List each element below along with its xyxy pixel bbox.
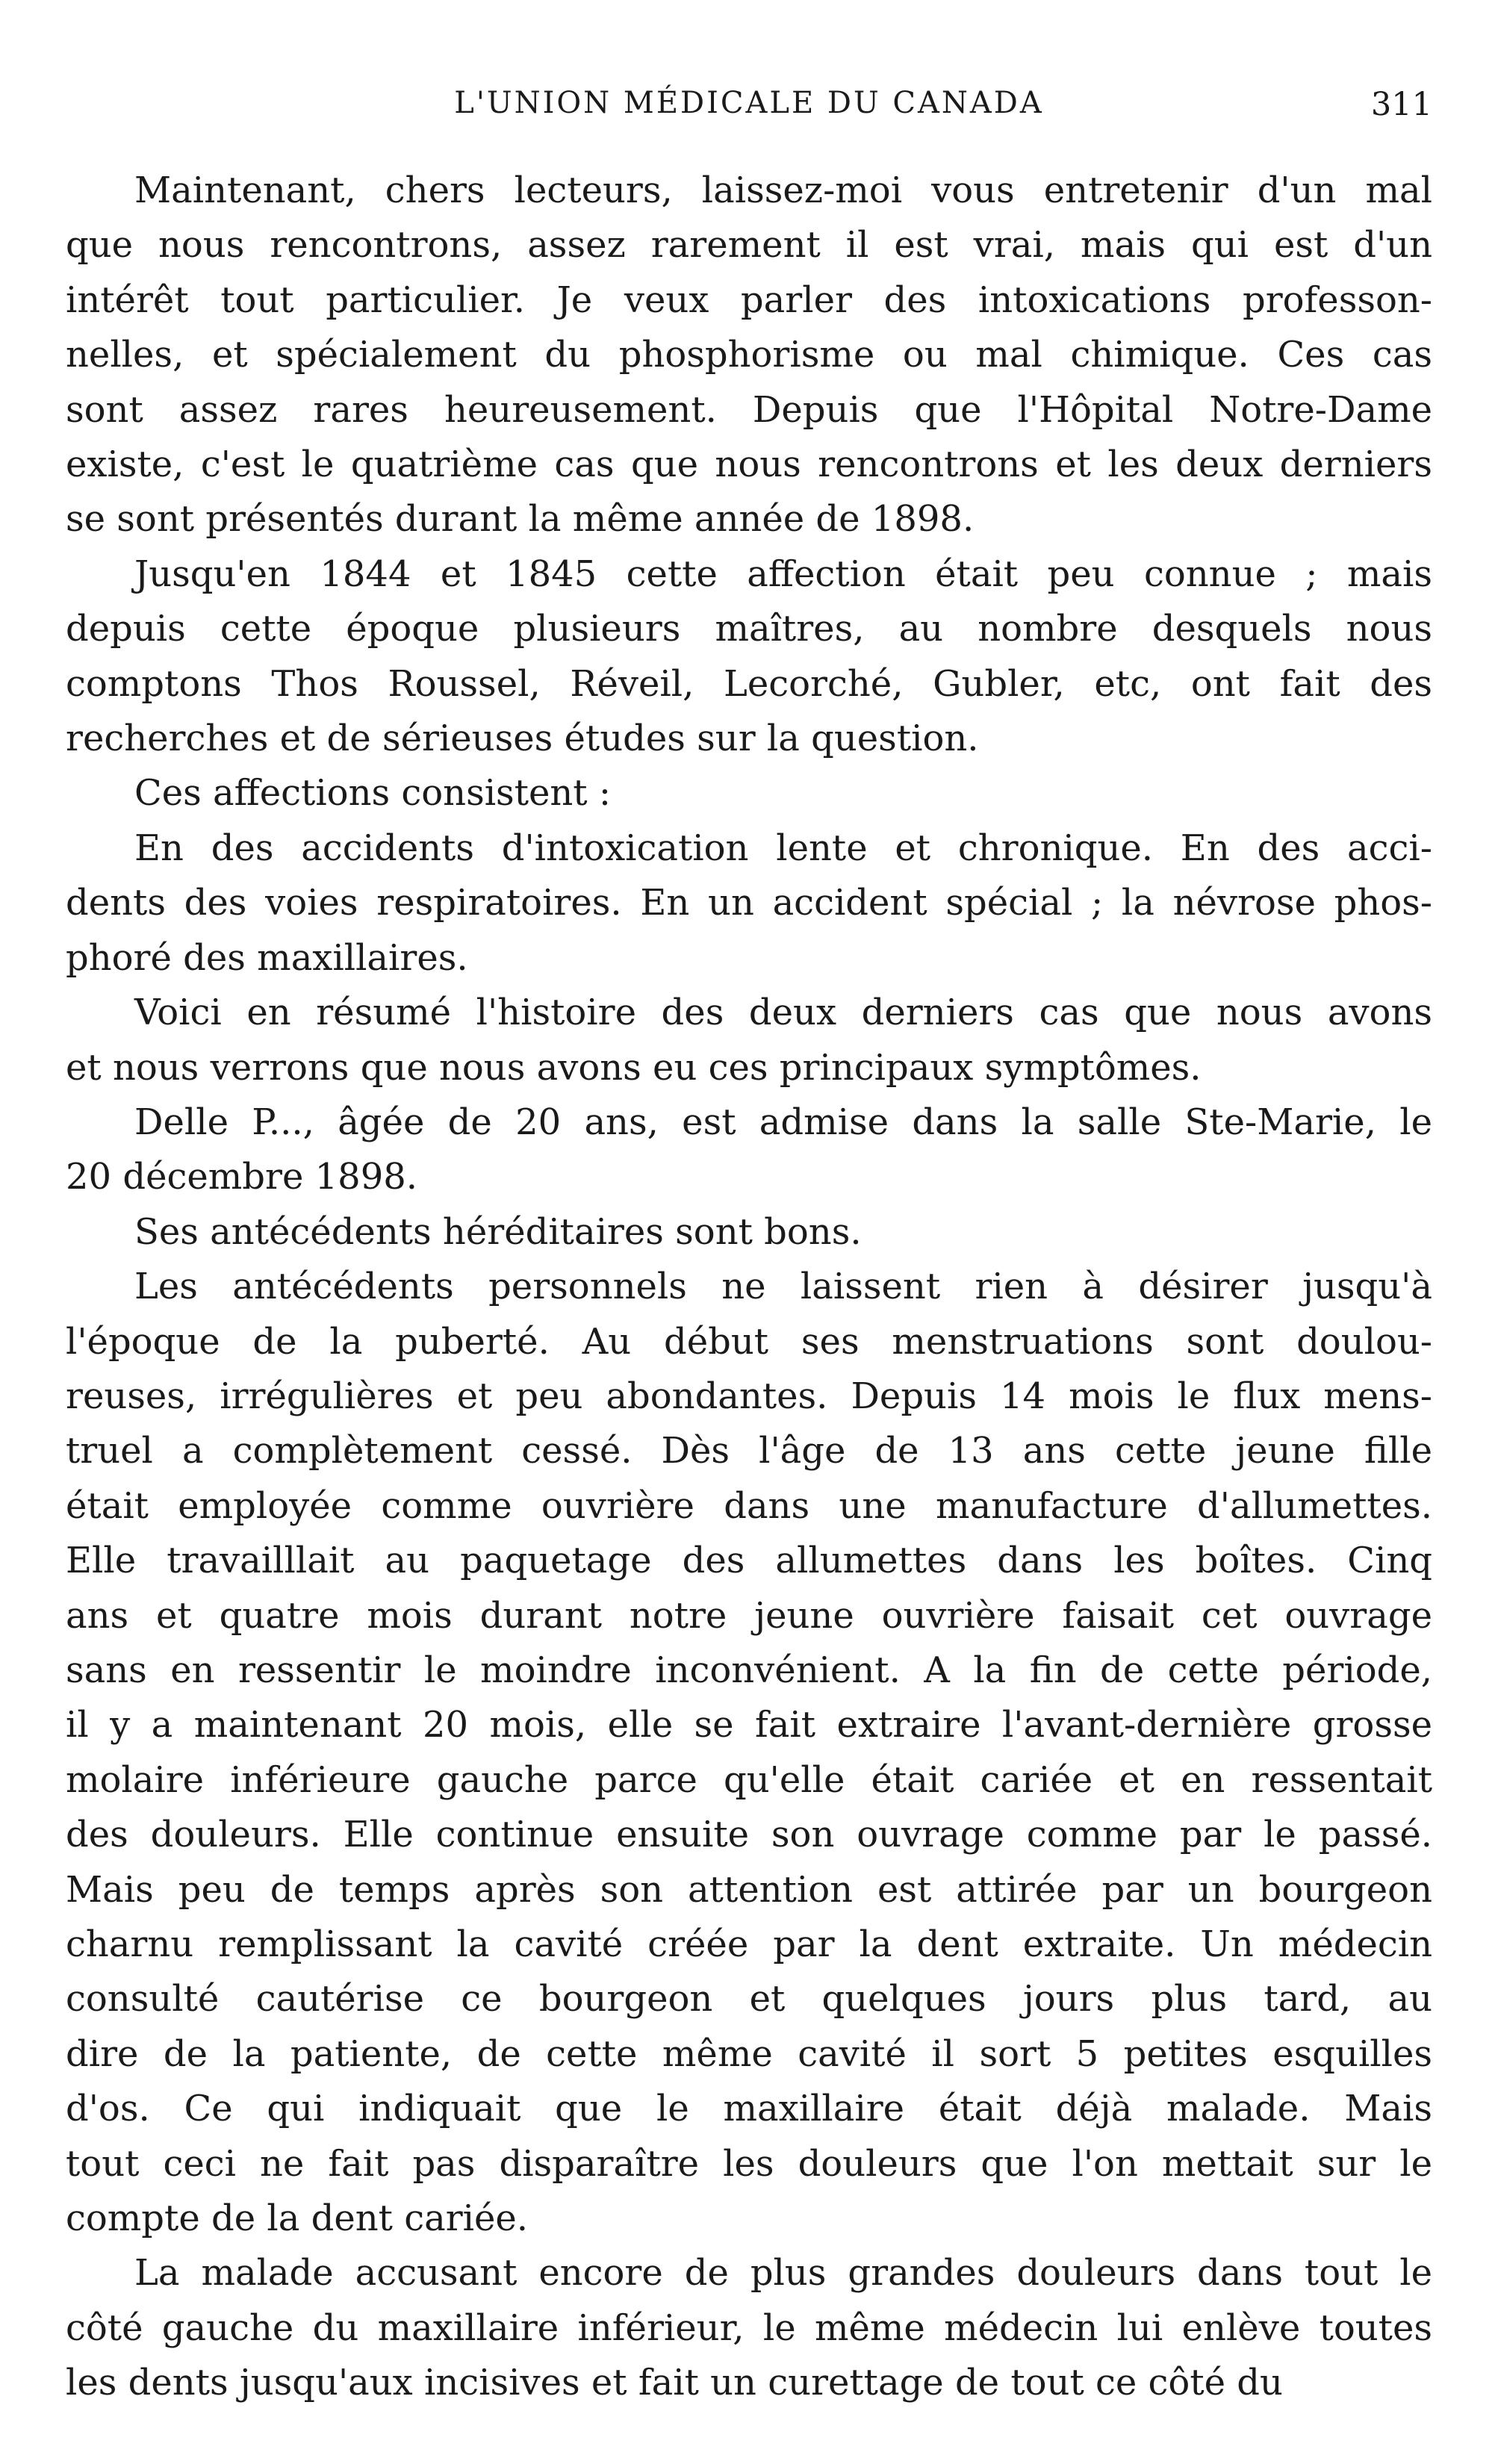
text-line: Jusqu'en 1844 et 1845 cette affection était peu connue ; mais (134, 553, 1432, 595)
text-line: sans en ressentir le moindre inconvénient. A la fin de cette période, (66, 1649, 1432, 1691)
text-line: côté gauche du maxillaire inférieur, le même médecin lui enlève toutes (66, 2306, 1432, 2349)
text-line: dents des voies respiratoires. En un accident spécial ; la névrose phos- (66, 882, 1432, 924)
text-line: Elle travailllait au paquetage des allumettes dans les boîtes. Cinq (66, 1540, 1432, 1582)
text-line: En des accidents d'intoxication lente et chronique. En des acci- (134, 827, 1432, 869)
journal-title: L'UNION MÉDICALE DU CANADA (454, 86, 1044, 120)
text-line: Voici en résumé l'histoire des deux derniers cas que nous avons (134, 992, 1432, 1034)
paragraph (66, 766, 1432, 821)
text-line: molaire inférieure gauche parce qu'elle était cariée et en ressentait (66, 1758, 1432, 1801)
text-line: Ses antécédents héréditaires sont bons. (134, 1210, 862, 1253)
text-line: se sont présentés durant la même année de 1898. (66, 498, 975, 541)
running-header (66, 86, 1432, 138)
text-line: était employée comme ouvrière dans une manufacture d'allumettes. (66, 1484, 1432, 1527)
text-line: reuses, irrégulières et peu abondantes. Depuis 14 mois le flux mens- (66, 1375, 1432, 1417)
paragraph (66, 1260, 1432, 2246)
text-line: Maintenant, chers lecteurs, laissez-moi vous entretenir d'un mal (134, 169, 1432, 211)
text-line: Mais peu de temps après son attention est attirée par un bourgeon (66, 1868, 1432, 1911)
paragraph (66, 2246, 1432, 2410)
paragraph (66, 821, 1432, 986)
paragraph (66, 1205, 1432, 1260)
paragraph (66, 1095, 1432, 1205)
text-line: 20 décembre 1898. (66, 1156, 418, 1198)
text-line: comptons Thos Roussel, Réveil, Lecorché, Gubler, etc, ont fait des (66, 662, 1432, 705)
paragraph (66, 547, 1432, 767)
text-line: depuis cette époque plusieurs maîtres, au nombre desquels nous (66, 608, 1432, 650)
text-line: les dents jusqu'aux incisives et fait un curettage de tout ce côté du (66, 2362, 1283, 2404)
text-line: d'os. Ce qui indiquait que le maxillaire était déjà malade. Mais (66, 2088, 1432, 2130)
text-line: truel a complètement cessé. Dès l'âge de 13 ans cette jeune fille (66, 1430, 1432, 1472)
text-line: il y a maintenant 20 mois, elle se fait extraire l'avant-dernière grosse (66, 1704, 1432, 1746)
book-page (66, 86, 1432, 2411)
text-line: ans et quatre mois durant notre jeune ouvrière faisait cet ouvrage (66, 1594, 1432, 1637)
text-line: nelles, et spécialement du phosphorisme ou mal chimique. Ces cas (66, 334, 1432, 376)
page-number: 311 (1370, 86, 1432, 123)
text-line: que nous rencontrons, assez rarement il est vrai, mais qui est d'un (66, 224, 1432, 267)
text-line: l'époque de la puberté. Au début ses menstruations sont doulou- (66, 1320, 1432, 1363)
text-line: Ces affections consistent : (134, 772, 612, 815)
text-line: La malade accusant encore de plus grandes douleurs dans tout le (134, 2252, 1432, 2295)
text-line: phoré des maxillaires. (66, 936, 468, 979)
text-line: consulté cautérise ce bourgeon et quelques jours plus tard, au (66, 1978, 1432, 2020)
text-line: des douleurs. Elle continue ensuite son ouvrage comme par le passé. (66, 1814, 1432, 1856)
text-line: compte de la dent cariée. (66, 2197, 529, 2240)
text-line: dire de la patiente, de cette même cavité il sort 5 petites esquilles (66, 2032, 1432, 2075)
text-line: sont assez rares heureusement. Depuis que l'Hôpital Notre-Dame (66, 388, 1432, 431)
text-line: recherches et de sérieuses études sur la question. (66, 718, 979, 760)
text-line: intérêt tout particulier. Je veux parler des intoxications professon- (66, 279, 1432, 321)
text-line: charnu remplissant la cavité créée par la dent extraite. Un médecin (66, 1923, 1432, 1965)
article-body (66, 164, 1432, 2411)
paragraph (66, 986, 1432, 1095)
text-line: et nous verrons que nous avons eu ces principaux symptômes. (66, 1046, 1202, 1089)
text-line: Delle P..., âgée de 20 ans, est admise dans la salle Ste-Marie, le (134, 1101, 1432, 1143)
text-line: tout ceci ne fait pas disparaître les douleurs que l'on mettait sur le (66, 2142, 1432, 2185)
text-line: Les antécédents personnels ne laissent rien à désirer jusqu'à (134, 1266, 1432, 1308)
paragraph (66, 164, 1432, 547)
text-line: existe, c'est le quatrième cas que nous rencontrons et les deux derniers (66, 444, 1432, 486)
